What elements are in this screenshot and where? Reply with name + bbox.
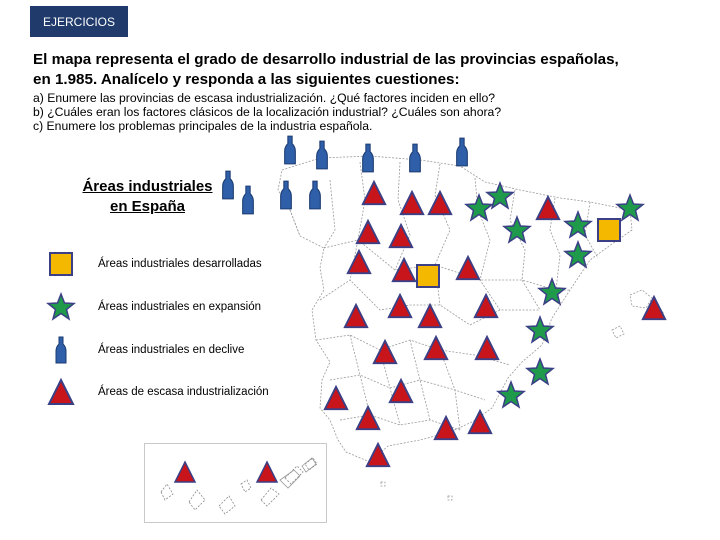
- question-c: c) Enumere los problemas principales de la industria española.: [33, 119, 373, 133]
- red-triangle-icon: [476, 337, 498, 359]
- legend-title-line-2: en España: [109, 198, 186, 215]
- blue-bottle-icon: [317, 141, 328, 169]
- red-triangle-icon: [425, 337, 447, 359]
- legend-label-expansion: Áreas industriales en expansión: [98, 301, 262, 313]
- legend-label-low: Áreas de escasa industrialización: [98, 386, 269, 398]
- green-star-icon: [498, 382, 524, 407]
- legend-title-line-1: Áreas industriales: [82, 178, 213, 195]
- green-star-icon: [539, 279, 565, 304]
- red-triangle-icon: [457, 257, 479, 279]
- red-triangle-icon: [537, 197, 559, 219]
- red-triangle-icon: [429, 192, 451, 214]
- red-triangle-icon: [475, 295, 497, 317]
- blue-bottle-icon: [363, 144, 374, 172]
- green-star-icon: [527, 317, 553, 342]
- green-star-icon: [466, 195, 492, 220]
- red-triangle-icon: [401, 192, 423, 214]
- green-star-icon: [565, 212, 591, 237]
- blue-bottle-icon: [223, 171, 234, 199]
- question-a: a) Enumere las provincias de escasa industrialización. ¿Qué factores inciden en ello?: [33, 91, 496, 105]
- red-triangle-icon: [325, 387, 347, 409]
- red-triangle-icon: [357, 407, 379, 429]
- red-triangle-icon: [345, 305, 367, 327]
- red-triangle-icon: [363, 182, 385, 204]
- green-star-icon: [617, 195, 643, 220]
- green-star-icon: [504, 217, 530, 242]
- red-triangle-icon: [389, 295, 411, 317]
- blue-bottle-icon: [457, 138, 468, 166]
- red-triangle-icon: [435, 417, 457, 439]
- red-triangle-icon: [348, 251, 370, 273]
- blue-bottle-icon: [281, 181, 292, 209]
- red-triangle-icon: [643, 297, 665, 319]
- red-triangle-icon: [390, 225, 412, 247]
- legend-label-developed: Áreas industriales desarrolladas: [98, 258, 262, 270]
- red-triangle-icon: [393, 259, 415, 281]
- question-b: b) ¿Cuáles eran los factores clásicos de la localización industrial? ¿Cuáles son ahora?: [33, 105, 502, 119]
- red-triangle-icon: [469, 411, 491, 433]
- green-star-icon: [527, 359, 553, 384]
- blue-bottle-icon: [243, 186, 254, 214]
- blue-bottle-icon: [310, 181, 321, 209]
- section-badge: EJERCICIOS: [30, 6, 128, 37]
- heading-line-1: El mapa representa el grado de desarrollo industrial de las provincias españolas,: [33, 51, 619, 68]
- red-triangle-icon: [390, 380, 412, 402]
- red-triangle-icon: [419, 305, 441, 327]
- red-triangle-icon: [357, 221, 379, 243]
- yellow-square-icon: [417, 265, 439, 287]
- red-triangle-icon: [367, 444, 389, 466]
- blue-bottle-icon: [410, 144, 421, 172]
- heading-line-2: en 1.985. Analícelo y responda a las siguientes cuestiones:: [33, 71, 460, 88]
- legend-label-decline: Áreas industriales en declive: [98, 344, 245, 356]
- red-triangle-icon: [374, 341, 396, 363]
- green-star-icon: [565, 242, 591, 267]
- yellow-square-icon: [598, 219, 620, 241]
- blue-bottle-icon: [285, 136, 296, 164]
